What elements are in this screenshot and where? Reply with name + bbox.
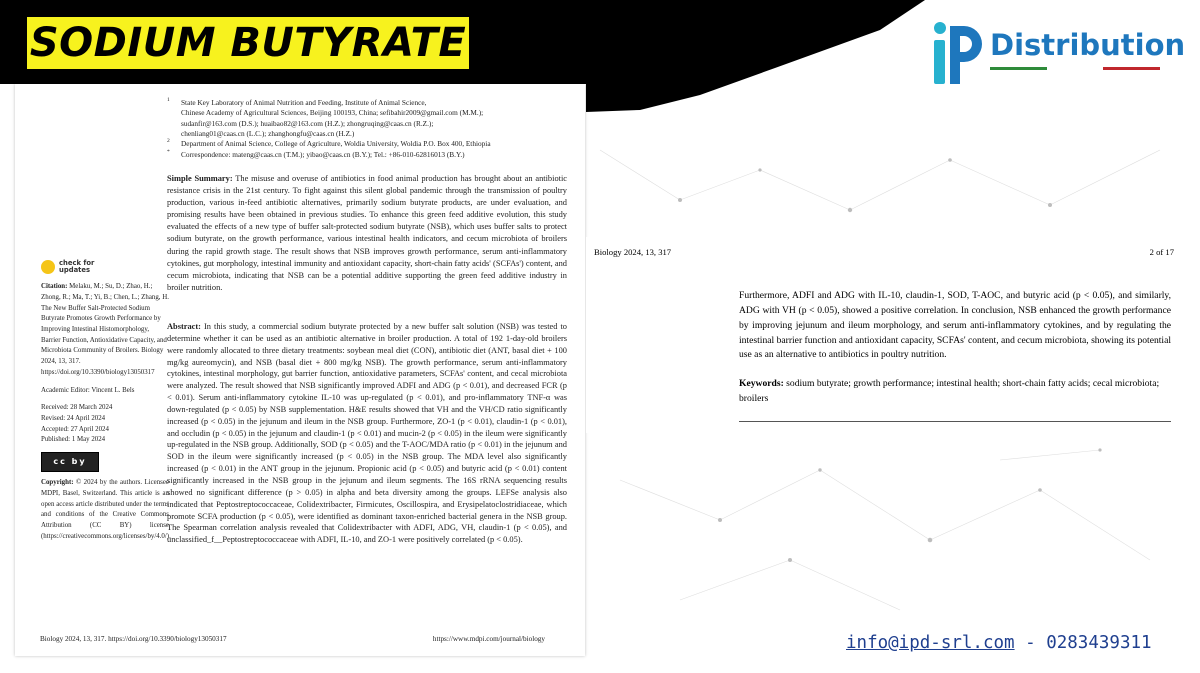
keywords — [739, 377, 1171, 407]
brand-name: Distribution — [990, 28, 1186, 62]
paper-page-1 — [15, 84, 585, 656]
revised-date: Revised: 24 April 2024 — [41, 414, 106, 422]
check-for-updates-badge[interactable]: check for updates — [41, 260, 169, 274]
contact-email-link[interactable]: info@ipd-srl.com — [846, 633, 1015, 653]
banner-title-text: SODIUM BUTYRATE — [29, 20, 467, 66]
cc-by-license-badge[interactable]: cc by — [41, 452, 99, 472]
keywords-text: sodium butyrate; growth performance; intestinal health; short-chain fatty acids; cecal microbiota; broilers — [739, 378, 1160, 404]
simple-summary-text: The misuse and overuse of antibiotics in food animal production has brought about an antibiotic resistance crisis in the 21st century. To fight against this silent global pandemic through the transmission of poultry production, various in-feed antibiotic alternatives, primarily sodium butyrate products, are under evaluation, and promising results have been obtained in previous studies. To enhance this green feed additive evolution, this study evaluated the effects of a new type of buffer salt-protected sodium butyrate (NSB), which uses buffer salts to protect sodium butyrate, on the growth performance, various intestinal health indicators, and cecum microbiota of broilers during the rapid growth stage. The result shows that NSB improves growth performance, serum anti-inflammatory cytokines, gut morphology, intestinal immunity and antioxidant capacity, short-chain fatty acids' (SCFAs') content, and cecum microbiota, indicating that NSB can be a potential additive supporting the green feed additive industry in broiler nutrition. — [167, 174, 567, 292]
academic-editor: Academic Editor: Vincent L. Bels — [41, 386, 135, 394]
footer-citation: Biology 2024, 13, 317. https://doi.org/10.3390/biology13050317 — [40, 635, 227, 643]
copyright: Copyright: © 2024 by the authors. Licensee MDPI, Basel, Switzerland. This article is an open access article distributed under the terms and conditions of the Creative Commons Attribution (CC BY) license (https://creativecommons.org/licenses/by/4.0/). — [41, 479, 171, 540]
footer-journal-link[interactable]: https://www.mdpi.com/journal/biology — [432, 635, 545, 643]
page-2-running-head: Biology 2024, 13, 317 — [594, 247, 672, 257]
published-date: Published: 1 May 2024 — [41, 436, 106, 444]
accepted-date: Accepted: 27 April 2024 — [41, 425, 109, 433]
keywords-label: Keywords: — [739, 378, 784, 389]
brand-tricolor-line — [990, 67, 1160, 70]
banner-title — [27, 17, 469, 69]
simple-summary-label: Simple Summary: — [167, 174, 233, 183]
correspondence: * Correspondence: mateng@caas.cn (T.M.); yibao@caas.cn (B.Y.); Tel.: +86-010-62816013 (B.Y.) — [167, 148, 465, 159]
abstract-continuation: Furthermore, ADFI and ADG with IL-10, claudin-1, SOD, T-AOC, and butyric acid (p < 0.05), and similarly, ADG with VH (p < 0.05), showed a positive correlation. In conclusion, NSB enhanced the growth performance by improving jejunum and ileum morphology, and serum anti-inflammatory cytokines, and by regulating the intestinal barrier function and antioxidant capacity, SCFAs' content, and cecum microbiota, showing its potential use as an alternative to antibiotics in poultry nutrition. — [739, 290, 1172, 361]
check-updates-icon — [41, 260, 55, 274]
affiliations — [167, 98, 567, 160]
affiliation-1: 1 State Key Laboratory of Animal Nutrition and Feeding, Institute of Animal Science, Chinese Academy of Agricultural Sciences, Beijing 100193, China; sefibahir2009@gmail.com (M.M.); sudanfir@163.com (D.S.); huaibao82@163.com (H.Z.); zhongruqing@caas.cn (R.Z.); chenliang01@caas.cn (L.C.); zhanghongfu@caas.cn (H.Z.) — [167, 97, 484, 139]
divider — [739, 421, 1171, 422]
contact-line — [846, 633, 1152, 653]
simple-summary — [167, 173, 567, 294]
abstract-text: In this study, a commercial sodium butyrate protected by a new buffer salt solution (NSB) was tested to determine whether it can be used as an antibiotic alternative in broiler production. A total of 192 1-day-old broilers were randomly allocated to three dietary treatments: soybean meal diet (CON), antibiotic diet (ANT, basal diet + 100 mg/kg aureomycin), and NSB (basal diet + 800 mg/kg NSB). The growth performance, serum anti-inflammatory cytokines, intestinal morphology, gut barrier function, antioxidative parameters, SCFAs' content, and cecal microbiota were analyzed. The result showed that NSB significantly improved ADFI and ADG (p < 0.01), and decreased FCR (p < 0.01). Serum anti-inflammatory cytokine IL-10 was up-regulated (p < 0.01), and pro-inflammatory TNF-α was down-regulated (p < 0.05) by NSB supplementation. H&E results showed that VH and the VH/CD ratio significantly increased (p < 0.05) in the jejunum and ileum in the NSB group. Furthermore, ZO-1 (p < 0.01), claudin-1 (p < 0.01), and occludin (p < 0.05) in the jejunum and claudin-1 (p < 0.01) and mucin-2 (p < 0.05) in the ileum were significantly up-regulated in the NSB group. Additionally, SOD (p < 0.05) and the T-AOC/MDA ratio (p < 0.01) in the jejunum and SOD in the ileum were significantly increased (p < 0.05) in the NSB group. The MDA level also significantly increased (p < 0.01) in the ANT group in the jejunum. Propionic acid (p < 0.05) and butyric acid (p < 0.01) content significantly increased in the NSB group in the jejunum and ileum segments. The 16S rRNA sequencing results showed no significant difference (p > 0.05) in alpha and beta diversity among the groups. LEFSe analysis also indicated that Peptostreptococcaceae, Colidextribacter, Firmicutes, Oscillospira, and Erysipelatoclostridiaceae, which promote SCFA production (p < 0.05), were identified as dominant taxon-enriched bacterial genera in the NSB group. The Spearman correlation analysis revealed that Colidextribacter with ADFI, ADG, VH, claudin-1 (p < 0.05), and unclassified_f__Peptostreptococcaceae with ADFI, IL-10, and ZO-1 were positively correlated (p < 0.05). — [167, 322, 567, 545]
page-number: 2 of 17 — [1149, 247, 1174, 257]
contact-phone[interactable]: 0283439311 — [1046, 633, 1152, 653]
received-date: Received: 28 March 2024 — [41, 404, 113, 412]
paper-page-2 — [586, 237, 1186, 433]
contact-separator: - — [1014, 633, 1047, 653]
page-1-footer — [40, 635, 545, 643]
abstract — [167, 321, 567, 546]
article-sidebar — [41, 260, 169, 542]
citation: Citation: Melaku, M.; Su, D.; Zhao, H.; Zhong, R.; Ma, T.; Yi, B.; Chen, L.; Zhang, H. The New Buffer Salt-Protected Sodium Butyrate Promotes Growth Performance by Improving Intestinal Histomorphology, Barrier Function, Antioxidative Capacity, and Microbiota Community of Broilers. Biology 2024, 13, 317. https://doi.org/10.3390/biology13050317 — [41, 283, 169, 376]
affiliation-2: 2 Department of Animal Science, College of Agriculture, Woldia University, Woldia P.O. Box 400, Ethiopia — [167, 138, 491, 149]
abstract-label: Abstract: — [167, 322, 201, 331]
page-2-header — [594, 247, 1174, 257]
